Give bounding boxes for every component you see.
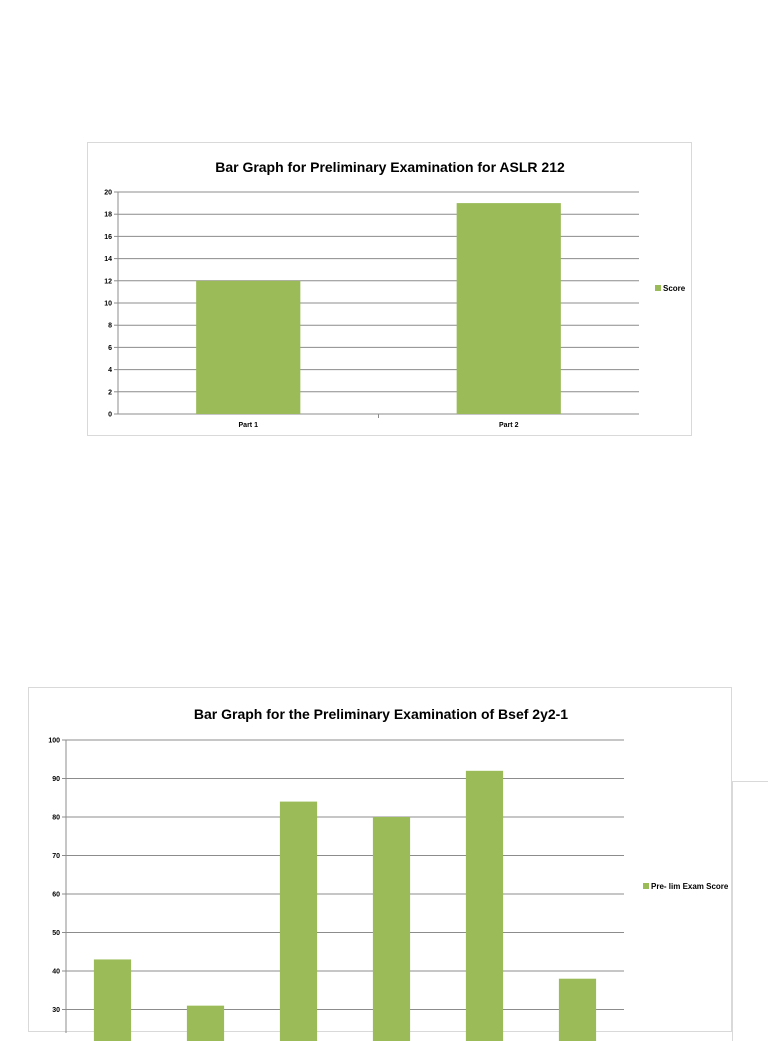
- chart-aslr-212-svg: [88, 143, 693, 437]
- y-tick-label: 4: [108, 367, 112, 375]
- bar: [196, 281, 300, 414]
- chart-title: Bar Graph for the Preliminary Examination of Bsef 2y2-1: [193, 706, 569, 722]
- y-tick-label: 50: [52, 930, 60, 937]
- chart-bsef-2y2-1-svg: [29, 688, 733, 1033]
- y-tick-label: 90: [52, 776, 60, 783]
- legend-label: Score: [663, 284, 686, 293]
- y-tick-label: 6: [108, 344, 112, 352]
- bar: [280, 802, 317, 1041]
- x-tick-label: Part 2: [499, 422, 519, 429]
- y-tick-label: 12: [104, 278, 112, 286]
- partial-frame: [732, 781, 768, 1041]
- y-tick-label: 18: [104, 211, 112, 219]
- legend-label: Pre- lim Exam Score: [651, 882, 729, 891]
- y-tick-label: 60: [52, 891, 60, 899]
- y-tick-label: 2: [108, 389, 112, 397]
- legend-swatch: [643, 883, 649, 889]
- legend-swatch: [655, 285, 661, 291]
- y-tick-label: 30: [52, 1007, 60, 1014]
- bar: [457, 203, 561, 414]
- bar: [94, 959, 131, 1041]
- y-tick-label: 16: [104, 233, 112, 241]
- y-tick-label: 0: [108, 411, 112, 419]
- y-tick-label: 20: [104, 189, 112, 197]
- bar: [373, 817, 410, 1041]
- y-tick-label: 14: [104, 256, 112, 264]
- bar: [466, 771, 503, 1041]
- x-tick-label: Part 1: [238, 422, 258, 429]
- bar: [559, 979, 596, 1041]
- chart-aslr-212: [87, 142, 692, 436]
- y-tick-label: 8: [108, 322, 112, 330]
- y-tick-label: 70: [52, 853, 60, 860]
- y-tick-label: 100: [48, 737, 60, 745]
- y-tick-label: 10: [104, 300, 112, 308]
- chart-bsef-2y2-1: [28, 687, 732, 1032]
- chart-title: Bar Graph for Preliminary Examination for ASLR 212: [215, 159, 565, 175]
- y-tick-label: 40: [52, 968, 60, 976]
- bar: [187, 1006, 224, 1041]
- y-tick-label: 80: [52, 814, 60, 822]
